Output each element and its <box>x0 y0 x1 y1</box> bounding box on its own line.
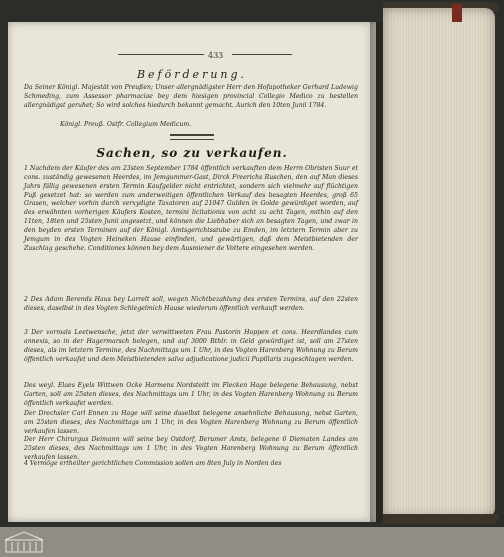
notice-signature: Königl. Preuß. Ostfr. Collegium Medicum. <box>60 121 192 128</box>
sale-item-1: 1 Nachdem der Käufer des am 23sten September 1784 öffentlich verkauften dem Herrn Obristen Suur et cons. zuständig gewesenen Heerdes, im Jemgummer-Gast, Dirck Freerichs Ruschen, den auf Man dieses Jahrs fällig gewesenen ersten Termin Kaufgelder nicht entrichtet, sondern sich vielmehr auf flüchtigen Fuß gesetzet hat: so werden zum anderweitigen öffentlichen Verkauf des besagten Heerdes, groß 65 Grasen, welcher vorhin durch verxydigte Taxatoren auf 21047 Gulden in Golde gewürdiget worden, auf des erwähnten vorherigen Käufers Kosten, termini licitationis von acht zu acht Tagen, mithin auf den 11ten, 18ten und 25sten Junii angesetzt, und können die Liebhaber sich an besagten Tagen, und zwar in den beyden ersten Terminen auf der Königl. Amtsgerichtsstube zu Emden, im letztern Termin aber zu Jemgum in des Vogten Heineken Hause einfinden, und gewärtigen, daß dem Meistbietenden der Zuschlag geschehe. Conditiones können bey dem Ausmiener de Vottere eingesehen werden. <box>24 165 358 252</box>
sale-item-2: 2 Des Adam Berends Haus bey Larrelt soll, wegen Nichtbezahlung des ersten Termins, auf den 22sten dieses, daselbst in des Vogten Schlegelmich Hause wiederum öffentlich verkauft werden. <box>24 296 358 312</box>
divider-ornament <box>170 134 214 140</box>
header-rule-right <box>232 54 292 55</box>
ribbon-bookmark <box>452 4 462 22</box>
header-rule <box>118 54 204 55</box>
sale-item-3: 3 Der vormals Leetwensche, jetzt der verwittweten Frau Pastorin Hoppen et cons. Heerdlandes cum annexis, so in der Hagermarsch belegen, und auf 3000 Rthlr. in Geld gewürdiget ist, soll am 27sten dieses, als im letztern Termine, des Nachmittags um 1 Uhr, in des Vogten Harenberg Wohnung zu Berum öffentlich verkaufet und dem Meistbietenden salva adjudicatione judicii Pupillaris zugeschlagen werden. <box>24 329 358 363</box>
sale-item-3a: Des weyl. Elaes Eyels Wittwen Ocke Harmens Nordsteitt im Flecken Hage belegene Behausung, nebst Garten, soll am 25sten dieses, des Nachmittags um 1 Uhr, in des Vogten Harenberg Wohnung zu Berum öffentlich verkaufet werden. <box>24 382 358 407</box>
heading-befoerderung: Beförderung. <box>136 68 248 81</box>
book-cover-bottom <box>383 514 499 524</box>
spine-shadow <box>370 22 384 522</box>
sale-item-4: 4 Vermöge ertheilter gerichtlichen Commission sollen am 8ten July in Norden des <box>24 460 282 467</box>
library-building-logo-icon <box>4 530 44 554</box>
book-page <box>8 22 376 522</box>
page-edges <box>383 8 495 518</box>
sale-item-3b: Der Drechsler Carl Ennen zu Hage will seine daselbst belegene ansehnliche Behausung, nebst Garten, am 25sten dieses, des Nachmittags um 1 Uhr, in des Vogten Harenberg Wohnung zu Berum öffentlich verkaufen lassen. <box>24 410 358 435</box>
viewer-footer-bar <box>0 527 504 557</box>
section-title: Sachen, so zu verkaufen. <box>96 146 288 160</box>
notice-paragraph: Da Seiner Königl. Majestät von Preußen; Unser allergnädigster Herr den Hofapotheker Gerhard Ludewig Schmeding, zum Assessor pharmaciae bey dem hiesigen provincial Collegio Medico zu bestellen allergnädigst geruhet; So wird solches hiedurch bekannt gemacht. Aurich den 10ten Junii 1784. <box>24 84 358 109</box>
page-number: 433 <box>208 51 224 60</box>
sale-item-3c: Der Herr Chirurgus Deimann will seine bey Ostdorf, Berumer Amts, belegene 6 Diematen Landes am 25sten dieses, des Nachmittags um 1 Uhr, in des Vogten Harenberg Wohnung zu Berum öffentlich verkaufen lassen. <box>24 436 358 461</box>
